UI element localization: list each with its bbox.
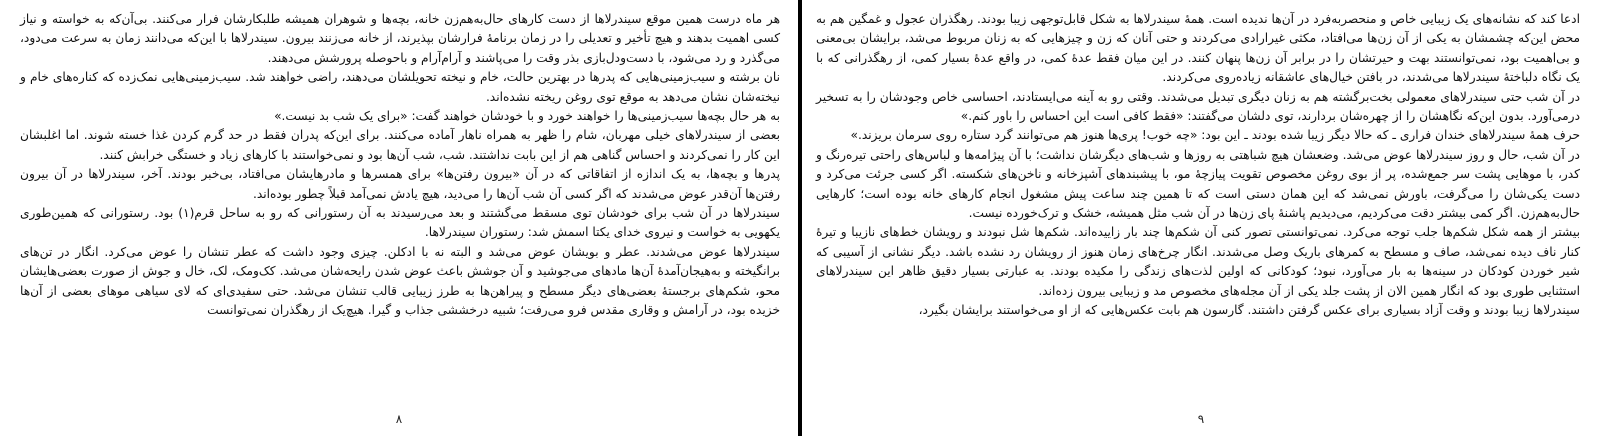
paragraph: حرف همهٔ سیندرلاهای خندان فراری ـ که حالا دیگر زیبا شده بودند ـ این بود: «چه خوب! پری‌ها هنوز هم می‌توانند گرد ستاره روی سرمان بریزند.» — [850, 128, 1580, 143]
paragraph: هر ماه درست همین موقع سیندرلاها از دست کارهای حال‌به‌هم‌زن خانه، بچه‌ها و شوهران همیشه طلبکارشان فرار می‌کنند. بی‌آن‌که به خواسته و نیاز کسی اهمیت بدهند و هیچ تأخیر و تعدیلی را در زمان برنامهٔ فرارشان بپذیرند، از خانه می‌زنند بیرون. سیندرلاها با این‌که می‌دانند زمان به سرعت می‌دود، می‌گذرد و رد می‌شود، با دست‌ودل‌بازی بذر وقت را می‌پاشند و آرام‌آرام و باحوصله پرورشش می‌دهند. — [20, 12, 780, 65]
left-page-text — [20, 10, 780, 321]
paragraph: سیندرلاها عوض می‌شدند. عطر و بویشان عوض می‌شد و البته نه با ادکلن. چیزی وجود داشت که عطر تنشان را عوض می‌کرد. انگار در تن‌های برانگیخته و به‌هیجان‌آمدهٔ آن‌ها مادهای می‌جوشید و آن جوشش باعث عوض شدن رایحه‌شان می‌شد. کک‌ومک، لک، خال و جوش از صورت بعضی‌هایشان محو، شکم‌های برجستهٔ بعضی‌های دیگر مسطح و پیراهن‌ها به طرز زیبایی قالب تنشان می‌شد. حتی سفیدی‌ای که لای سیاهی موهای بعضی از آن‌ها خزیده بود، در آرامش و وقاری مقدس فرو می‌رفت؛ شبیه درخششی جذاب و گیرا. هیچ‌یک از رهگذران نمی‌توانست — [20, 244, 780, 318]
paragraph: در آن شب، حال و روز سیندرلاها عوض می‌شد. وضعشان هیچ شباهتی به روزها و شب‌های دیگرشان نداشت؛ با آن پیژامه‌ها و لباس‌های راحتی تیره‌رنگ و کدر، با موهایی پشت سر جمع‌شده، پر از بوی روغن مخصوص تقویت پیازچهٔ مو، با پیشبندهای آشپزخانه و ناخن‌های شکسته. اگر کسی جرئت می‌کرد و دست یکی‌شان را می‌گرفت، باورش نمی‌شد که این همان دستی است که تا همین چند ساعت پیش مشغول انجام کارهای خانه بوده است؛ کارهایی حال‌به‌هم‌زن. اگر کمی بیشتر دقت می‌کردیم، می‌دیدیم پاشنهٔ پای زن‌ها در آن شب مثل همیشه، خشک و ترک‌خورده نیست. — [816, 147, 1580, 221]
paragraph: ادعا کند که نشانه‌های یک زیبایی خاص و منحصربه‌فرد در آن‌ها ندیده است. همهٔ سیندرلاها به شکل قابل‌توجهی زیبا بودند. رهگذران عجول و غمگین هم به محض این‌که چشمشان به یکی از آن زن‌ها می‌افتاد، مکثی غیرارادی می‌کردند و حتی آنان که زن و چیزهایی که به زنان مربوط می‌شد، برایشان بی‌معنی و بی‌اهمیت بود، نمی‌توانستند بهت و حیرتشان را در برابر آن زن‌ها پنهان کنند. در این میان فقط عدهٔ کمی، در واقع عدهٔ بسیار کمی، از رهگذرانی که با یک نگاه دلباختهٔ سیندرلاها می‌شدند، در بافتن خیال‌های عاشقانه زیاده‌روی می‌کردند. — [816, 12, 1580, 85]
paragraph: به هر حال بچه‌ها سیب‌زمینی‌ها را خواهند خورد و با خودشان خواهند گفت: «برای یک شب بد نیست.» — [274, 109, 780, 124]
page-number: ۸ — [395, 412, 403, 426]
paragraph: سیندرلاها زیبا بودند و وقت آزاد بسیاری برای عکس گرفتن داشتند. گارسون هم بابت عکس‌هایی که از او می‌خواستند برایشان بگیرد، — [918, 303, 1580, 318]
right-page — [802, 0, 1600, 436]
right-page-text — [816, 10, 1580, 321]
paragraph: پدرها و بچه‌ها، به یک اندازه از اتفاقاتی که در آن «بیرون رفتن‌ها» برای همسرها و مادرهایشان می‌افتاد، بی‌خبر بودند. آخر، سیندرلاها در آن بیرون رفتن‌ها آن‌قدر عوض می‌شدند که اگر کسی آن شب آن‌ها را می‌دید، هیچ یادش نمی‌آمد قبلاً چطور بوده‌اند. — [20, 167, 780, 201]
paragraph: نان برشته و سیب‌زمینی‌هایی که پدرها در بهترین حالت، خام و نیخته تحویلشان می‌دهند، راضی خواهند شد. سیب‌زمینی‌هایی نمک‌زده که کناره‌های خام و نیخته‌شان نشان می‌دهد به موقع توی روغن ریخته نشده‌اند. — [20, 70, 780, 104]
paragraph: بعضی از سیندرلاهای خیلی مهربان، شام را ظهر به همراه ناهار آماده می‌کنند. برای این‌که پدران فقط در حد گرم کردن غذا خسته شوند. اما اغلبشان این کار را نمی‌کردند و احساس گناهی هم از این بابت نداشتند. شب، شب آن‌ها بود و نمی‌خواستند با کارهای زیاد و خستگی خرابش کنند. — [20, 128, 780, 162]
page-number: ۹ — [1197, 412, 1205, 426]
paragraph: سیندرلاها در آن شب برای خودشان توی مسقط می‌گشتند و بعد می‌رسیدند به آن رستورانی که رو به ساحل قرم(۱) بود. رستورانی که همین‌طوری یکهویی به خواست و نیروی خدای یکتا اسمش شد: رستوران سیندرلاها. — [20, 206, 780, 240]
left-page — [0, 0, 798, 436]
paragraph: در آن شب حتی سیندرلاهای معمولی بخت‌برگشته هم به زنان دیگری تبدیل می‌شدند. وقتی رو به آینه می‌ایستادند، احساسی خاص وجودشان را به تسخیر درمی‌آورد. بدون این‌که نگاهشان را از چهره‌شان بردارند، توی دلشان می‌گفتند: «فقط کافی است این احساس را باور کنم.» — [816, 89, 1580, 124]
paragraph: بیشتر از همه شکل شکم‌ها جلب توجه می‌کرد. نمی‌توانستی تصور کنی آن شکم‌ها چند بار زاییده‌اند. شکم‌ها شل نبودند و رویشان خط‌های نازیبا و تیرهٔ کنار ناف دیده نمی‌شد، صاف و مسطح به کمرهای باریک وصل می‌شدند. انگار چرخ‌های زمان هنوز از رویشان رد نشده باشد. دیگر نشانی از آسیبی که شیر خوردن کودکان در سینه‌ها به بار می‌آورد، نبود؛ کودکانی که اولین لذت‌های زندگی را مکیده بودند. به عبارتی بسیار دقیق ظاهر این سیندرلاهای استثنایی طوری بود که انگار همین الان از پشت جلد یکی از آن مجله‌های مخصوص مد و زیبایی بیرون زده‌اند. — [816, 225, 1580, 298]
